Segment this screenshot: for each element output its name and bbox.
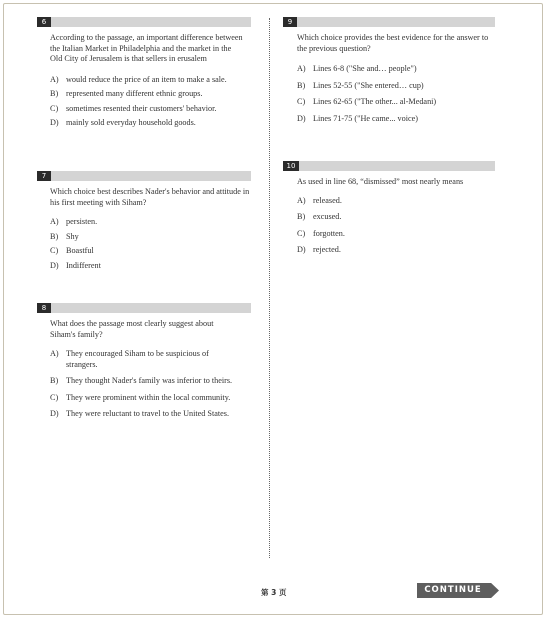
answer-choice[interactable]: A) persisten. <box>50 217 98 226</box>
question-number: 6 <box>37 17 51 27</box>
question-stem: What does the passage most clearly suggest about Siham's family? <box>50 319 214 339</box>
column-divider <box>269 18 270 558</box>
question-header-bar <box>283 161 495 171</box>
answer-choice[interactable]: D) Indifferent <box>50 260 101 270</box>
question-header-bar <box>283 17 495 27</box>
question-number: 10 <box>283 161 299 171</box>
answer-choice[interactable]: C) Boastful <box>50 246 94 255</box>
answer-choice[interactable]: D) rejected. <box>297 245 341 254</box>
continue-button[interactable] <box>417 583 499 598</box>
question-stem: As used in line 68, “dismissed” most nearly means <box>297 177 464 186</box>
question-header-bar <box>37 17 251 27</box>
answer-choice[interactable]: B) Lines 52-55 ("She entered… cup) <box>297 80 424 90</box>
question-header-bar <box>37 171 251 181</box>
answer-choice[interactable]: C) They were prominent within the local community. <box>50 392 231 402</box>
answer-choice[interactable]: A) They encouraged Siham to be suspicious of strangers. <box>50 349 209 369</box>
answer-choice[interactable]: B) Shy <box>50 231 79 241</box>
question-header-bar <box>37 303 251 313</box>
answer-choice[interactable]: B) They thought Nader's family was inferior to theirs. <box>50 376 233 385</box>
test-page <box>3 3 543 615</box>
answer-choice[interactable]: D) mainly sold everyday household goods. <box>50 118 196 127</box>
question-stem: Which choice provides the best evidence for the answer to the previous question? <box>297 33 489 53</box>
continue-label: CONTINUE <box>424 585 482 595</box>
question-6 <box>37 17 251 133</box>
question-9 <box>283 17 495 128</box>
answer-choice[interactable]: A) Lines 6-8 ("She and… people") <box>297 64 417 73</box>
answer-choice[interactable]: B) excused. <box>297 212 342 221</box>
question-number: 8 <box>37 303 51 313</box>
question-stem: According to the passage, an important difference between the Italian Market in Philadelphia and the market in the Old City of Jerusalem is that sellers in erusalem <box>50 33 243 63</box>
question-10 <box>283 161 495 260</box>
answer-choice[interactable]: C) sometimes resented their customers' behavior. <box>50 103 217 113</box>
answer-choice[interactable]: C) forgotten. <box>297 228 345 238</box>
question-stem: Which choice best describes Nader's behavior and attitude in his first meeting with Siham? <box>50 187 250 207</box>
answer-choice[interactable]: A) would reduce the price of an item to make a sale. <box>50 74 227 84</box>
question-number: 9 <box>283 17 297 27</box>
question-number: 7 <box>37 171 51 181</box>
answer-choice[interactable]: C) Lines 62-65 ("The other... al-Medani) <box>297 97 437 106</box>
page-number: 第 3 页 <box>261 588 287 597</box>
answer-choice[interactable]: B) represented many different ethnic groups. <box>50 89 203 98</box>
question-7 <box>37 171 251 275</box>
answer-choice[interactable]: A) released. <box>297 195 342 205</box>
answer-choice[interactable]: D) Lines 71-75 ("He came... voice) <box>297 113 418 123</box>
answer-choice[interactable]: D) They were reluctant to travel to the United States. <box>50 409 230 418</box>
question-8 <box>37 303 251 424</box>
